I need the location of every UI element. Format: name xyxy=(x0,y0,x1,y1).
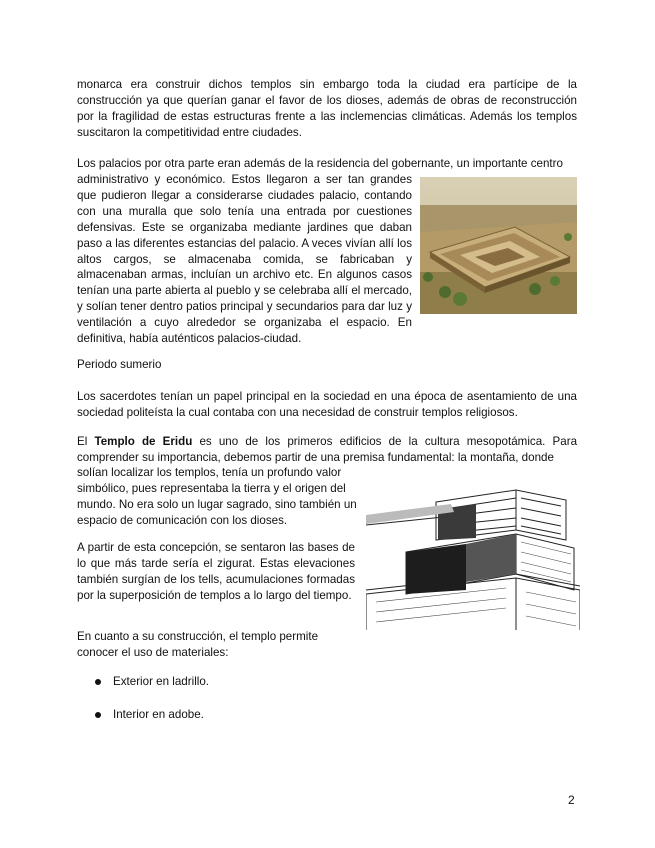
page-number: 2 xyxy=(568,793,575,807)
eridu-temple-illustration xyxy=(366,482,580,630)
palace-aerial-image xyxy=(420,177,577,314)
paragraph-temples: monarca era construir dichos templos sin embargo toda la ciudad era partícipe de la construcción ya que querían ganar el favor de los dioses, además de obras de reconstrucción por la fragilidad de estas estructuras frente a las inclemencias climáticas. Además los templos suscitaron la competitividad entre ciudades. xyxy=(77,78,577,139)
paragraph-priests: Los sacerdotes tenían un papel principal en la sociedad en una época de asentamiento de una sociedad politeísta la cual contaba con una necesidad de construir templos religiosos. xyxy=(77,390,577,419)
bullet-icon xyxy=(95,679,101,685)
paragraph-palaces-intro: Los palacios por otra parte eran además de la residencia del gobernante, un importante centro xyxy=(77,157,563,170)
paragraph-eridu-intro: El Templo de Eridu es uno de los primeros edificios de la cultura mesopotámica. Para comprender su importancia, debemos partir de una premisa fundamental: la montaña, donde xyxy=(77,435,578,464)
eridu-temple-term: Templo de Eridu xyxy=(94,435,193,448)
section-heading-sumerian: Periodo sumerio xyxy=(77,358,162,371)
paragraph-ziggurat: A partir de esta concepción, se sentaron las bases de lo que más tarde sería el zigurat. Estas elevaciones también surgían de los tells, acumulaciones formadas por la superposición de templos a lo largo del tiempo. xyxy=(77,541,355,602)
bullet-icon xyxy=(95,712,101,718)
paragraph-palaces-body: administrativo y económico. Estos llegaron a ser tan grandes que pudieron llegar a considerarse ciudades palacio, contando con una muralla que solo tenía una entrada por cuestiones defensivas. Este se organizaba mediante jardines que daban paso a las diferentes estancias del palacio. A veces vivían allí los altos cargos, se almacenaba comida, se fabricaban y almacenaban armas, incluían un archivo etc. En algunos casos tenían una parte abierta al pueblo y se celebraba allí el mercado, y solían tener dentro patios principal y secundarios para dar luz y ventilación a cuyo alrededor se organizaba el espacio. En definitiva, había auténticos palacios-ciudad. xyxy=(77,173,412,346)
list-item: Interior en adobe. xyxy=(95,707,209,722)
paragraph-eridu-continued: solían localizar los templos, tenía un profundo valor simbólico, pues representaba la tierra y el origen del mundo. No era solo un lugar sagrado, sino también un espacio de comunicación con los dioses. xyxy=(77,466,357,527)
materials-list xyxy=(95,674,209,722)
paragraph-construction: En cuanto a su construcción, el templo permite conocer el uso de materiales: xyxy=(77,630,319,659)
list-item: Exterior en ladrillo. xyxy=(95,674,209,689)
